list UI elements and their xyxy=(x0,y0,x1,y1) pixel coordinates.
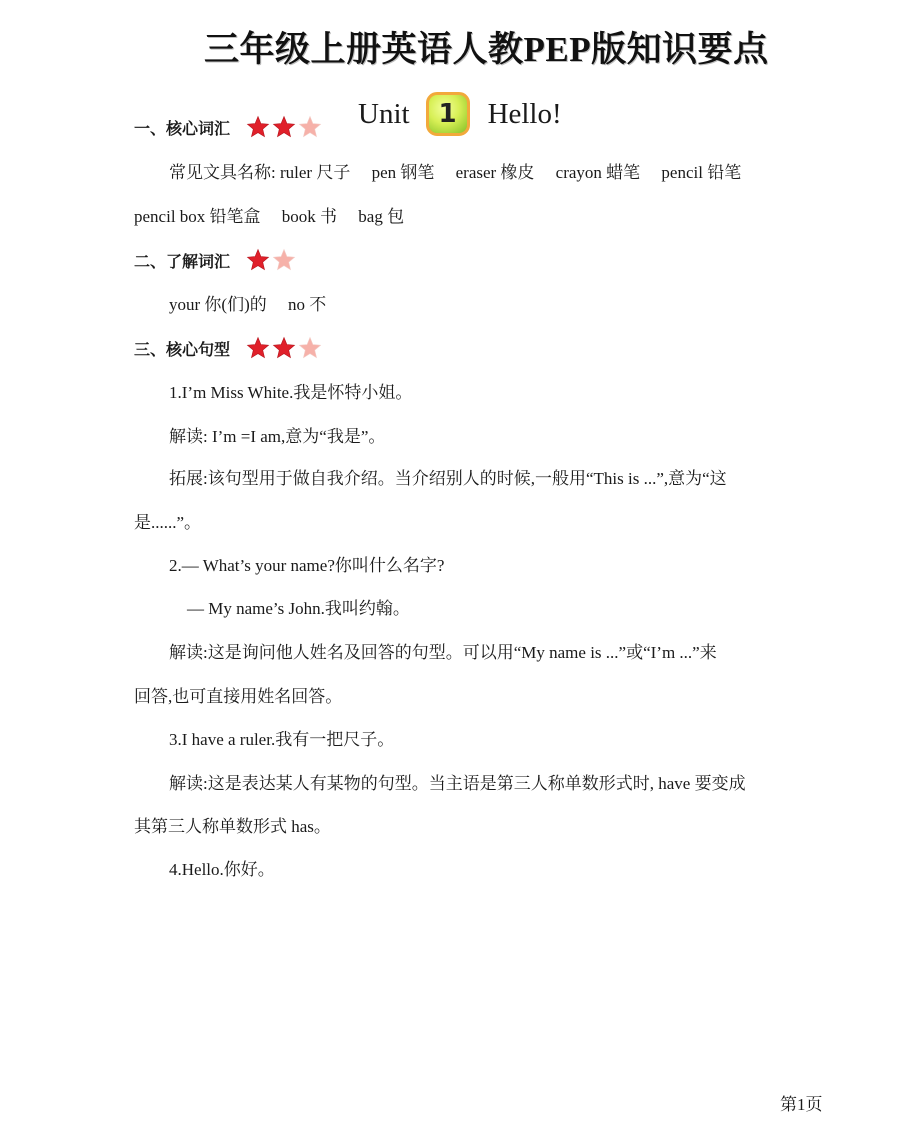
star-rating xyxy=(246,115,322,139)
unit-heading xyxy=(358,86,618,142)
section-heading-text: 一、核心词汇 xyxy=(134,118,231,138)
text-line: 解读: I’m =I am,意为“我是”。 xyxy=(169,427,386,446)
text-line: — My name’s John.我叫约翰。 xyxy=(187,599,410,618)
star-icon xyxy=(246,248,270,272)
text-line: 解读:这是询问他人姓名及回答的句型。可以用“My name is ...”或“I’m ...”来 xyxy=(169,643,717,662)
text-line: pencil box 铅笔盒 book 书 bag 包 xyxy=(134,207,405,226)
unit-number-badge: 1 xyxy=(426,92,470,136)
text-line: your 你(们)的 no 不 xyxy=(169,295,327,314)
text-line: 2.— What’s your name?你叫什么名字? xyxy=(169,556,445,575)
star-rating xyxy=(246,248,296,272)
section-heading-text: 二、了解词汇 xyxy=(134,251,231,271)
star-icon xyxy=(246,115,270,139)
section-heading-core-sentences xyxy=(134,333,322,363)
section-heading-known-vocab xyxy=(134,245,296,275)
text-line: 解读:这是表达某人有某物的句型。当主语是第三人称单数形式时, have 要变成 xyxy=(169,774,746,793)
text-line: 常见文具名称: ruler 尺子 pen 钢笔 eraser 橡皮 crayon 蜡笔 pencil 铅笔 xyxy=(169,163,742,182)
text-line: 1.I’m Miss White.我是怀特小姐。 xyxy=(169,383,413,402)
page-number: 第1页 xyxy=(780,1095,823,1114)
star-icon xyxy=(272,248,296,272)
unit-name: Hello! xyxy=(487,97,562,130)
text-line: 其第三人称单数形式 has。 xyxy=(134,817,331,836)
document-title: 三年级上册英语人教PEP版知识要点 xyxy=(204,30,769,69)
star-icon xyxy=(272,336,296,360)
star-icon xyxy=(298,336,322,360)
text-line: 回答,也可直接用姓名回答。 xyxy=(134,687,343,706)
section-heading-core-vocab xyxy=(134,112,322,142)
unit-label: Unit xyxy=(358,97,410,130)
star-icon xyxy=(272,115,296,139)
text-line: 拓展:该句型用于做自我介绍。当介绍别人的时候,一般用“This is ...”,意为“这 xyxy=(169,469,727,488)
star-icon xyxy=(298,115,322,139)
star-rating xyxy=(246,336,322,360)
text-line: 4.Hello.你好。 xyxy=(169,860,275,879)
section-heading-text: 三、核心句型 xyxy=(134,339,231,359)
text-line: 是......”。 xyxy=(134,513,202,532)
text-line: 3.I have a ruler.我有一把尺子。 xyxy=(169,730,395,749)
star-icon xyxy=(246,336,270,360)
